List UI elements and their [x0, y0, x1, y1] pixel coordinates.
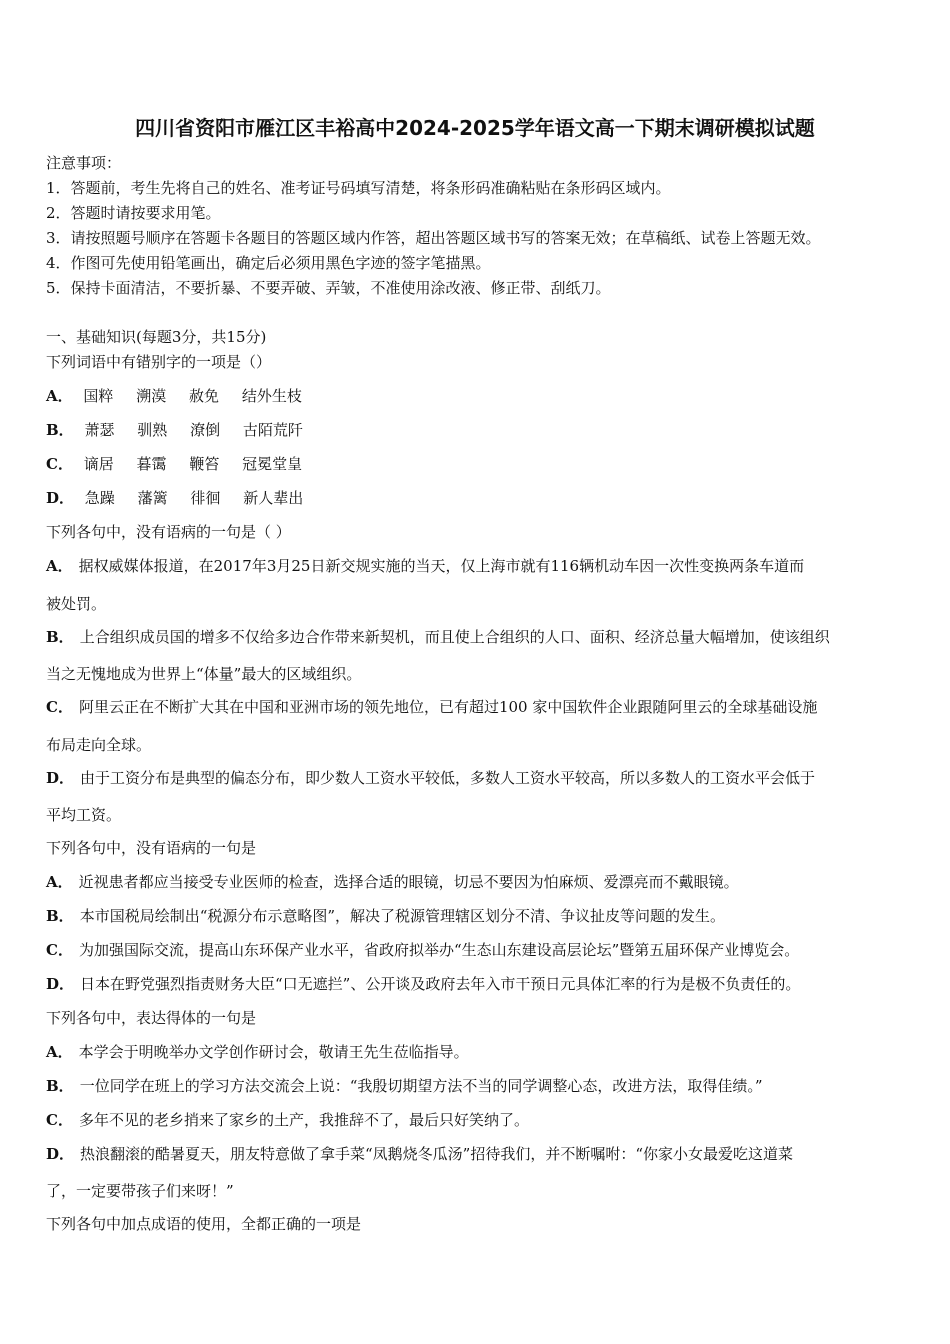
option-letter: A． — [46, 1043, 73, 1061]
option-d — [46, 1143, 793, 1164]
option-word: 萧瑟 — [84, 421, 115, 439]
notice-item: 3．请按照题号顺序在答题卡各题目的答题区域内作答，超出答题区域书写的答案无效；在草稿纸、试卷上答题无效。 — [46, 229, 821, 247]
option-text: 据权威媒体报道，在2017年3月25日新交规实施的当天，仅上海市就有116辆机动车因一次性变换两条车道而 — [78, 557, 805, 575]
option-b — [46, 1075, 763, 1096]
option-letter: D． — [46, 1145, 75, 1163]
question-stem: 下列各句中，没有语病的一句是（ ） — [46, 523, 291, 541]
option-c — [46, 696, 817, 717]
option-d — [46, 767, 815, 788]
option-c — [46, 1109, 529, 1130]
option-text: 本市国税局绘制出“税源分布示意略图”，解决了税源管理辖区划分不清、争议扯皮等问题的发生。 — [79, 907, 726, 925]
option-letter: B． — [46, 907, 74, 925]
notice-item: 5．保持卡面清洁，不要折暴、不要弄破、弄皱，不准使用涂改液、修正带、刮纸刀。 — [46, 279, 611, 297]
option-word: 国粹 — [83, 387, 114, 405]
question-stem: 下列词语中有错别字的一项是（） — [46, 353, 272, 371]
page-title: 四川省资阳市雁江区丰裕高中2024-2025学年语文高一下期末调研模拟试题 — [135, 116, 815, 140]
option-text: 本学会于明晚举办文学创作研讨会，敬请王先生莅临指导。 — [78, 1043, 469, 1061]
option-continuation: 布局走向全球。 — [46, 736, 152, 754]
option-text: 多年不见的老乡捎来了家乡的土产，我推辞不了，最后只好笑纳了。 — [78, 1111, 529, 1129]
option-word: 新人辈出 — [243, 489, 304, 507]
option-letter: C． — [46, 1111, 73, 1129]
option-letter: A． — [46, 873, 73, 891]
option-b — [46, 905, 725, 926]
option-letter: B． — [46, 628, 74, 646]
option-continuation: 了，一定要带孩子们来呀！” — [46, 1182, 234, 1200]
option-a — [46, 385, 320, 406]
question-stem: 下列各句中加点成语的使用，全都正确的一项是 — [46, 1215, 362, 1233]
option-text: 由于工资分布是典型的偏态分布，即少数人工资水平较低，多数人工资水平较高，所以多数人的工资水平会低于 — [80, 769, 816, 787]
option-letter: B． — [46, 421, 74, 439]
option-text: 上合组织成员国的增多不仅给多边合作带来新契机，而且使上合组织的人口、面积、经济总量大幅增加，使该组织 — [79, 628, 830, 646]
option-b — [46, 626, 830, 647]
question-stem: 下列各句中，没有语病的一句是 — [46, 839, 257, 857]
option-d — [46, 973, 800, 994]
option-text: 为加强国际交流，提高山东环保产业水平，省政府拟举办“生态山东建设高层论坛”暨第五届环保产业博览会。 — [78, 941, 800, 959]
option-letter: D． — [46, 769, 75, 787]
notice-item: 2．答题时请按要求用笔。 — [46, 204, 221, 222]
option-word: 潦倒 — [190, 421, 221, 439]
option-c — [46, 453, 320, 474]
option-letter: D． — [46, 489, 75, 507]
option-text: 热浪翻滚的酷暑夏天，朋友特意做了拿手菜“凤鹅烧冬瓜汤”招待我们，并不断嘱咐：“你家小女最爱吃这道菜 — [80, 1145, 794, 1163]
option-letter: C． — [46, 698, 73, 716]
option-word: 徘徊 — [190, 489, 221, 507]
option-d — [46, 487, 321, 508]
notice-item: 4．作图可先使用铅笔画出，确定后必须用黑色字迹的签字笔描黑。 — [46, 254, 491, 272]
option-word: 急躁 — [84, 489, 115, 507]
option-letter: A． — [46, 387, 73, 405]
option-word: 驯熟 — [137, 421, 168, 439]
option-word: 结外生枝 — [241, 387, 302, 405]
option-word: 古陌荒阡 — [242, 421, 303, 439]
option-letter: B． — [46, 1077, 74, 1095]
option-text: 日本在野党强烈指责财务大臣“口无遮拦”、公开谈及政府去年入市干预日元具体汇率的行为是极不负责任的。 — [80, 975, 801, 993]
option-letter: A． — [46, 557, 73, 575]
option-word: 鞭笞 — [189, 455, 220, 473]
option-continuation: 平均工资。 — [46, 806, 122, 824]
option-word: 溯漠 — [136, 387, 167, 405]
option-continuation: 当之无愧地成为世界上“体量”最大的区域组织。 — [46, 665, 362, 683]
option-word: 赦免 — [189, 387, 220, 405]
option-b — [46, 419, 321, 440]
option-letter: C． — [46, 455, 73, 473]
option-text: 阿里云正在不断扩大其在中国和亚洲市场的领先地位，已有超过100 家中国软件企业跟随阿里云的全球基础设施 — [78, 698, 818, 716]
option-a — [46, 555, 804, 576]
notice-heading: 注意事项： — [46, 154, 122, 172]
option-word: 暮霭 — [136, 455, 167, 473]
option-word: 藩篱 — [137, 489, 168, 507]
option-a — [46, 1041, 469, 1062]
option-word: 冠冕堂皇 — [242, 455, 303, 473]
option-word: 谪居 — [83, 455, 114, 473]
option-letter: D． — [46, 975, 75, 993]
question-stem: 下列各句中，表达得体的一句是 — [46, 1009, 257, 1027]
option-continuation: 被处罚。 — [46, 595, 107, 613]
option-text: 一位同学在班上的学习方法交流会上说：“我殷切期望方法不当的同学调整心态，改进方法，取得佳绩。” — [79, 1077, 763, 1095]
option-a — [46, 871, 739, 892]
notice-item: 1．答题前，考生先将自己的姓名、准考证号码填写清楚，将条形码准确粘贴在条形码区域内。 — [46, 179, 671, 197]
section-heading: 一、基础知识(每题3分，共15分) — [46, 328, 267, 346]
option-text: 近视患者都应当接受专业医师的检查，选择合适的眼镜，切忌不要因为怕麻烦、爱漂亮而不戴眼镜。 — [78, 873, 739, 891]
option-letter: C． — [46, 941, 73, 959]
option-c — [46, 939, 799, 960]
